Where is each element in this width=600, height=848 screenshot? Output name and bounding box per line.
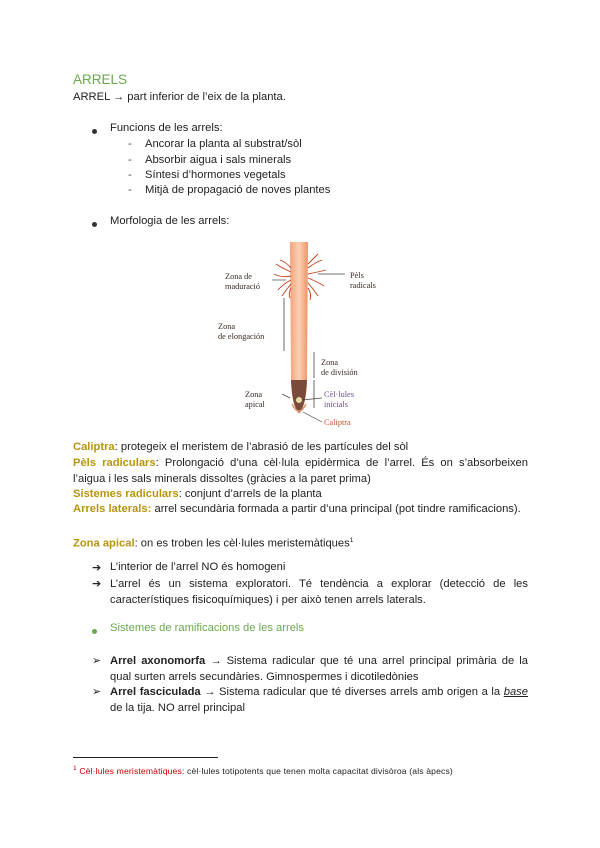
function-item: Ancorar la planta al substrat/sòl — [145, 138, 302, 150]
footnote-divider — [73, 757, 218, 758]
axonomorfa-item: Arrel axonomorfa → Sistema radicular que té una arrel principal primària de la qual surten arrels secundàries. Gimnospermes i dicotiledònies — [110, 655, 528, 683]
footnote-number: 1 — [73, 765, 77, 772]
term-laterals: Arrels laterals: — [73, 503, 152, 515]
fasciculada-item: Arrel fasciculada → Sistema radicular que té diverses arrels amb origen a la base de la tija. NO arrel principal — [110, 686, 528, 714]
term-caliptra: Caliptra — [73, 441, 115, 453]
term-apical: Zona apical — [73, 537, 135, 550]
functions-title: Funcions de les arrels: — [110, 122, 223, 134]
dash-icon: - — [128, 184, 132, 196]
morphology-title: Morfologia de les arrels: — [110, 215, 230, 227]
footnote-term: Cèl·lules meristemàtiques — [79, 765, 182, 776]
label-caliptra: Caliptra — [324, 418, 351, 427]
root-tip — [291, 380, 307, 413]
label-celules-inicials: Cèl·lules inicials — [324, 390, 354, 409]
arrowhead-icon: ➢ — [92, 686, 102, 698]
term-fasciculada: Arrel fasciculada — [110, 686, 201, 698]
label-zona-maduracio: Zona de maduració — [225, 272, 261, 291]
label-zona-elongacio: Zona de elongación — [218, 322, 265, 341]
bullet-icon — [92, 222, 97, 227]
definition-apical: Zona apical: on es troben les cèl·lules meristemàtiques$^1$ — [73, 537, 354, 550]
bullet-icon — [92, 129, 97, 134]
note-item: L’arrel és un sistema exploratori. Té tendència a explorar (detecció de les característiques fisicoquímiques) i per això tenen arrels laterals. — [110, 578, 528, 606]
function-item: Mitjà de propagació de noves plantes — [145, 184, 331, 196]
label-zona-divisio: Zona de división — [321, 358, 358, 377]
definition-pels: Pèls radiculars: Prolongació d’una cèl·lula epidèrmica de l’arrel. És on s’absorbeixen l’aigua i les sals minerals dissoltes (gràcies a la paret prima) — [73, 457, 529, 485]
definition-laterals: Arrels laterals: arrel secundària formada a partir d’una principal (pot tindre ramificacions). — [73, 503, 521, 515]
function-item: Síntesi d’hormones vegetals — [145, 169, 286, 181]
initial-cells — [296, 397, 302, 403]
dash-icon: - — [128, 154, 132, 166]
definition-sistemes: Sistemes radiculars: conjunt d’arrels de la planta — [73, 488, 322, 500]
page-title: ARRELS — [73, 72, 128, 87]
note-item: L’interior de l’arrel NO és homogeni — [110, 561, 286, 573]
root-definition: ARREL → part inferior de l’eix de la planta. — [73, 91, 286, 103]
definition-caliptra: Caliptra: protegeix el meristem de l’abrasió de les partícules del sòl — [73, 441, 409, 453]
arrow-right-icon: ➔ — [92, 578, 102, 590]
dash-icon: - — [128, 138, 132, 150]
function-item: Absorbir aigua i sals minerals — [145, 154, 292, 166]
ramification-title: Sistemes de ramificacions de les arrels — [110, 622, 304, 634]
arrow-right-icon: ➔ — [92, 562, 102, 574]
base-word: base — [503, 686, 528, 698]
arrowhead-icon: ➢ — [92, 655, 102, 667]
term-sistemes: Sistemes radiculars — [73, 488, 179, 500]
label-pels-radicals: Pèls radicals — [350, 271, 376, 290]
term-pels: Pèls radiculars — [73, 457, 156, 469]
dash-icon: - — [128, 169, 132, 181]
bullet-icon — [92, 629, 97, 634]
term-axonomorfa: Arrel axonomorfa — [110, 655, 206, 667]
label-zona-apical: Zona apical — [245, 390, 265, 409]
footnote-ref: 1 — [349, 537, 354, 544]
footnote: $^1$ Cèl·lules meristemàtiques: cèl·lules totipotents que tenen molta capacitat divisòroa (als àpecs) — [73, 765, 453, 776]
